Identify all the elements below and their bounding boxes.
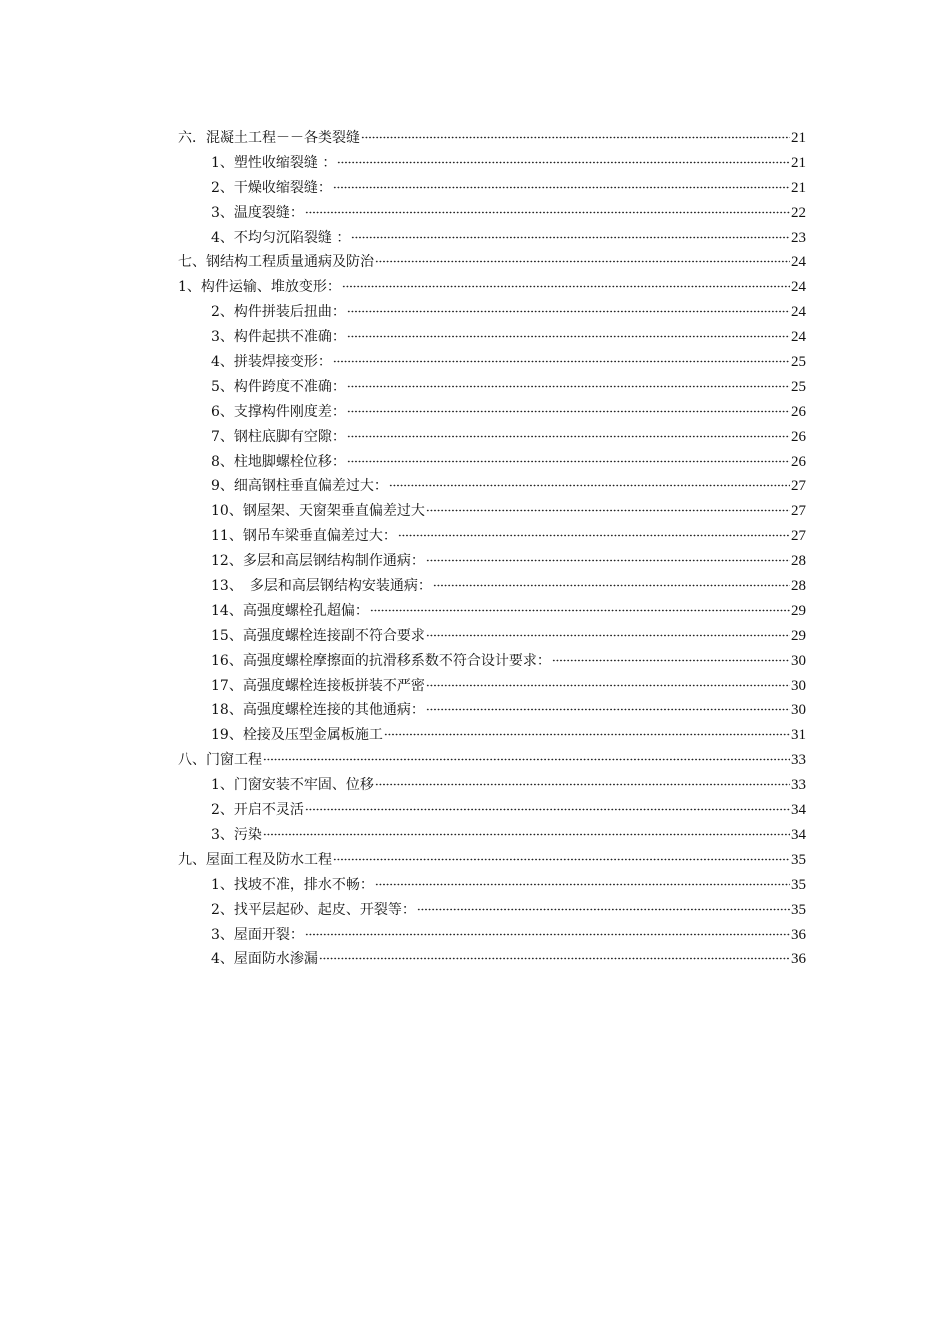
dot-leader — [375, 783, 790, 786]
dot-leader — [398, 534, 790, 537]
toc-entry-page-number[interactable]: 29 — [791, 602, 806, 619]
dot-leader — [375, 260, 790, 263]
toc-entry[interactable] — [178, 798, 806, 823]
toc-entry-title[interactable]: 2、找平层起砂、起皮、开裂等： — [211, 901, 416, 918]
toc-entry-page-number[interactable]: 21 — [791, 130, 806, 146]
toc-entry-title[interactable]: 六．混凝土工程－－各类裂缝 — [178, 130, 360, 146]
toc-entry-title[interactable]: 18、高强度螺栓连接的其他通病： — [211, 702, 425, 719]
dot-leader — [375, 883, 790, 886]
toc-entry[interactable] — [178, 599, 806, 624]
toc-entry-page-number[interactable]: 33 — [791, 752, 806, 769]
toc-entry-page-number[interactable]: 27 — [791, 528, 806, 545]
toc-entry-page-number[interactable]: 26 — [791, 403, 806, 420]
dot-leader — [361, 136, 790, 139]
toc-entry[interactable] — [178, 674, 806, 699]
toc-entry[interactable] — [178, 823, 806, 848]
toc-entry[interactable] — [178, 325, 806, 350]
toc-entry-page-number[interactable]: 34 — [791, 826, 806, 843]
dot-leader — [347, 410, 790, 413]
toc-entry-page-number[interactable]: 28 — [791, 578, 806, 595]
toc-entry-page-number[interactable]: 28 — [791, 553, 806, 570]
toc-entry-title[interactable]: 16、高强度螺栓摩擦面的抗滑移系数不符合设计要求： — [211, 652, 551, 669]
toc-entry-page-number[interactable]: 21 — [791, 154, 806, 171]
toc-entry[interactable] — [178, 226, 806, 251]
toc-entry[interactable] — [178, 923, 806, 948]
dot-leader — [319, 957, 790, 960]
toc-entry[interactable] — [178, 151, 806, 176]
toc-entry-title[interactable]: 七、钢结构工程质量通病及防治 — [178, 254, 374, 271]
dot-leader — [347, 435, 790, 438]
dot-leader — [370, 609, 790, 612]
toc-entry[interactable] — [178, 624, 806, 649]
toc-entry[interactable] — [178, 748, 806, 773]
toc-entry[interactable] — [178, 524, 806, 549]
toc-entry[interactable] — [178, 549, 806, 574]
toc-entry-page-number[interactable]: 29 — [791, 627, 806, 644]
toc-entry[interactable] — [178, 898, 806, 923]
dot-leader — [333, 858, 790, 861]
toc-entry-title[interactable]: 八、门窗工程 — [178, 752, 262, 769]
dot-leader — [347, 335, 790, 338]
dot-leader — [351, 236, 790, 239]
toc-entry-title[interactable]: 3、污染 — [211, 826, 262, 843]
dot-leader — [347, 310, 790, 313]
toc-entry[interactable] — [178, 450, 806, 475]
toc-entry-page-number[interactable]: 24 — [791, 279, 806, 296]
toc-entry-page-number[interactable]: 26 — [791, 453, 806, 470]
toc-entry[interactable] — [178, 499, 806, 524]
dot-leader — [333, 186, 790, 189]
toc-entry-title[interactable]: 1、构件运输、堆放变形： — [178, 279, 341, 296]
toc-entry[interactable] — [178, 400, 806, 425]
toc-entry-title[interactable]: 1、找坡不准，排水不畅： — [211, 876, 374, 893]
dot-leader — [552, 659, 790, 662]
dot-leader — [347, 460, 790, 463]
dot-leader — [305, 808, 790, 811]
toc-entry-title[interactable]: 17、高强度螺栓连接板拼装不严密 — [211, 677, 425, 694]
toc-entry[interactable] — [178, 698, 806, 723]
dot-leader — [389, 484, 790, 487]
toc-entry[interactable] — [178, 947, 806, 972]
dot-leader — [426, 684, 790, 687]
toc-entry[interactable] — [178, 848, 806, 873]
toc-entry-title[interactable]: 3、屋面开裂： — [211, 926, 304, 943]
dot-leader — [426, 509, 790, 512]
toc-entry[interactable] — [178, 773, 806, 798]
toc-entry-title[interactable]: 3、温度裂缝： — [211, 204, 304, 221]
toc-entry-title[interactable]: 4、拼装焊接变形： — [211, 354, 332, 371]
toc-entry-page-number[interactable]: 24 — [791, 304, 806, 321]
toc-entry[interactable] — [178, 250, 806, 275]
toc-entry[interactable] — [178, 300, 806, 325]
dot-leader — [347, 385, 790, 388]
toc-entry-title[interactable]: 九、屋面工程及防水工程 — [178, 851, 332, 868]
toc-entry-title[interactable]: 2、构件拼装后扭曲： — [211, 304, 346, 321]
toc-entry-page-number[interactable]: 35 — [791, 851, 806, 868]
toc-entry-title[interactable]: 3、构件起拱不准确： — [211, 329, 346, 346]
toc-entry-title[interactable]: 13、 多层和高层钢结构安装通病： — [211, 578, 432, 595]
toc-entry[interactable] — [178, 474, 806, 499]
toc-entry-page-number[interactable]: 33 — [791, 777, 806, 794]
dot-leader — [263, 758, 790, 761]
toc-entry-page-number[interactable]: 23 — [791, 229, 806, 246]
table-of-contents — [178, 126, 806, 972]
toc-entry-title[interactable]: 11、钢吊车梁垂直偏差过大： — [211, 528, 397, 545]
dot-leader — [426, 708, 790, 711]
toc-entry-title[interactable]: 1、门窗安装不牢固、位移 — [211, 777, 374, 794]
toc-entry-title[interactable]: 4、屋面防水渗漏 — [211, 951, 318, 968]
toc-entry-page-number[interactable]: 27 — [791, 503, 806, 520]
toc-entry-title[interactable]: 12、多层和高层钢结构制作通病： — [211, 553, 425, 570]
toc-entry-page-number[interactable]: 21 — [791, 179, 806, 196]
dot-leader — [337, 161, 790, 164]
toc-entry-title[interactable]: 10、钢屋架、天窗架垂直偏差过大 — [211, 503, 425, 520]
toc-entry-page-number[interactable]: 26 — [791, 428, 806, 445]
toc-entry-page-number[interactable]: 35 — [791, 876, 806, 893]
toc-entry-page-number[interactable]: 24 — [791, 254, 806, 271]
toc-entry[interactable] — [178, 873, 806, 898]
toc-entry-page-number[interactable]: 31 — [791, 727, 806, 744]
toc-entry-page-number[interactable]: 24 — [791, 329, 806, 346]
toc-entry-page-number[interactable]: 22 — [791, 204, 806, 221]
toc-entry[interactable] — [178, 574, 806, 599]
dot-leader — [417, 908, 790, 911]
dot-leader — [433, 584, 790, 587]
toc-entry-title[interactable]: 5、构件跨度不准确： — [211, 378, 346, 395]
toc-entry-page-number[interactable]: 34 — [791, 802, 806, 819]
dot-leader — [333, 360, 790, 363]
toc-entry-title[interactable]: 6、支撑构件刚度差： — [211, 403, 346, 420]
dot-leader — [426, 634, 790, 637]
toc-entry-page-number[interactable]: 35 — [791, 901, 806, 918]
dot-leader — [305, 211, 790, 214]
dot-leader — [263, 833, 790, 836]
dot-leader — [305, 933, 790, 936]
toc-entry[interactable] — [178, 275, 806, 300]
toc-entry-title[interactable]: 15、高强度螺栓连接副不符合要求 — [211, 627, 425, 644]
toc-entry[interactable] — [178, 126, 806, 151]
toc-entry-page-number[interactable]: 25 — [791, 354, 806, 371]
toc-entry-title[interactable]: 2、干燥收缩裂缝： — [211, 179, 332, 196]
toc-entry[interactable] — [178, 375, 806, 400]
toc-entry-title[interactable]: 19、栓接及压型金属板施工 — [211, 727, 383, 744]
toc-entry-page-number[interactable]: 36 — [791, 926, 806, 943]
toc-entry-title[interactable]: 7、钢柱底脚有空隙： — [211, 428, 346, 445]
dot-leader — [342, 285, 790, 288]
toc-entry-page-number[interactable]: 30 — [791, 652, 806, 669]
toc-entry-page-number[interactable]: 30 — [791, 702, 806, 719]
toc-entry-title[interactable]: 4、不均匀沉陷裂缝 ： — [211, 229, 351, 246]
toc-entry-page-number[interactable]: 27 — [791, 478, 806, 495]
toc-entry[interactable] — [178, 350, 806, 375]
dot-leader — [384, 733, 790, 736]
toc-entry-page-number[interactable]: 30 — [791, 677, 806, 694]
toc-entry-page-number[interactable]: 36 — [791, 951, 806, 968]
toc-entry-title[interactable]: 2、开启不灵活 — [211, 802, 304, 819]
toc-entry[interactable] — [178, 425, 806, 450]
toc-entry-page-number[interactable]: 25 — [791, 378, 806, 395]
toc-entry[interactable] — [178, 723, 806, 748]
toc-entry[interactable] — [178, 176, 806, 201]
toc-entry-title[interactable]: 1、塑性收缩裂缝 ： — [211, 154, 337, 171]
dot-leader — [426, 559, 790, 562]
toc-entry[interactable] — [178, 201, 806, 226]
toc-entry-title[interactable]: 8、柱地脚螺栓位移： — [211, 453, 346, 470]
toc-entry-title[interactable]: 14、高强度螺栓孔超偏： — [211, 602, 369, 619]
toc-entry-title[interactable]: 9、细高钢柱垂直偏差过大： — [211, 478, 388, 495]
toc-entry[interactable] — [178, 649, 806, 674]
